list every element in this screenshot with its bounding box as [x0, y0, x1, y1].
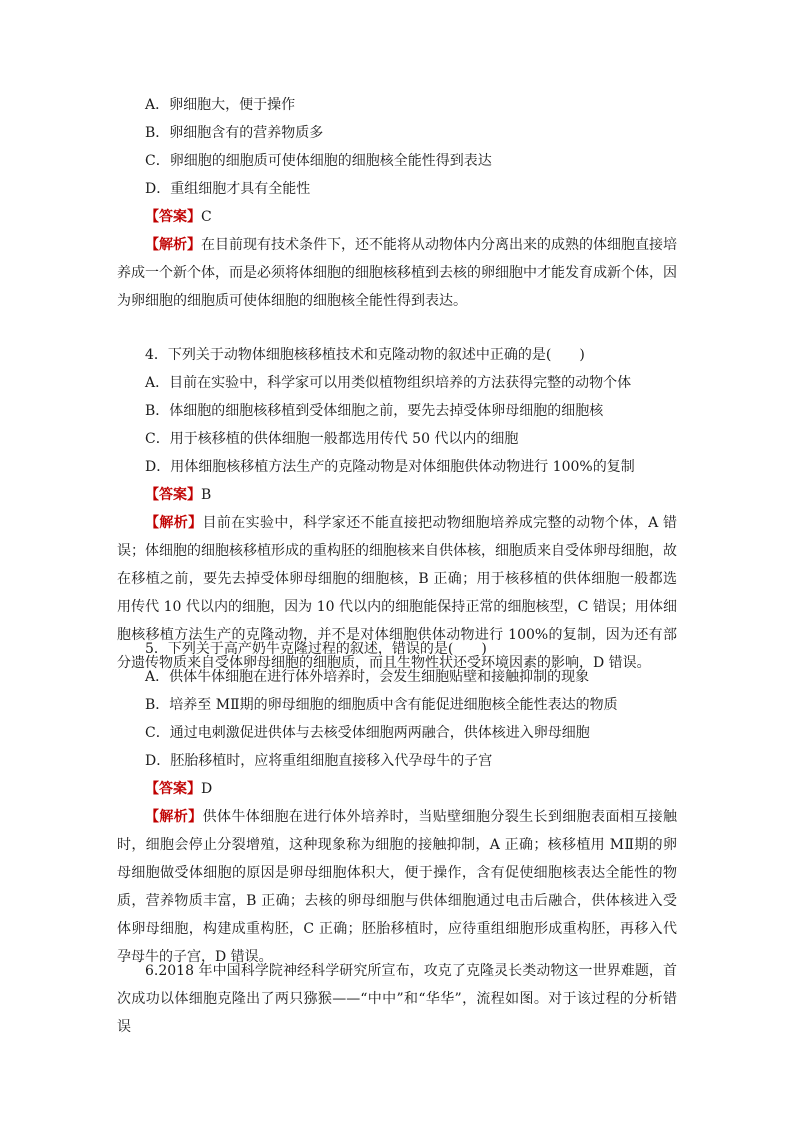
- option-c: C．用于核移植的供体细胞一般都选用传代 50 代以内的细胞: [145, 431, 519, 447]
- option-b: B．体细胞的细胞核移植到受体细胞之前，要先去掉受体卵母细胞的细胞核: [145, 403, 604, 419]
- answer-line: [117, 775, 677, 803]
- answer-line: [117, 481, 677, 509]
- answer-label: 【答案】: [145, 209, 201, 225]
- analysis-paragraph: [117, 803, 677, 971]
- analysis-paragraph: [117, 231, 677, 315]
- analysis-text: 在目前现有技术条件下，还不能将从动物体内分离出来的成熟的体细胞直接培养成一个新个体，而是必须将体细胞的细胞核移植到去核的卵细胞中才能发育成新个体，因为卵细胞的细胞质可使体细胞的细胞核全能性得到表达。: [117, 237, 677, 309]
- question-stem: 4．下列关于动物体细胞核移植技术和克隆动物的叙述中正确的是( ): [145, 347, 585, 363]
- option-c: C．卵细胞的细胞质可使体细胞的细胞核全能性得到表达: [145, 153, 492, 169]
- answer-value: D: [201, 781, 213, 797]
- question-4: [117, 341, 677, 677]
- answer-value: B: [201, 487, 212, 503]
- analysis-label: 【解析】: [145, 237, 201, 253]
- question-5: [117, 635, 677, 971]
- analysis-text: 目前在实验中，科学家还不能直接把动物细胞培养成完整的动物个体，A 错误；体细胞的细胞核移植形成的重构胚的细胞核来自供体核，细胞质来自受体卵母细胞，故在移植之前，要先去掉受体卵母细胞的细胞核，B 正确；用于核移植的供体细胞一般都选用传代 10 代以内的细胞，因为 10 代以内的细胞能保持正常的细胞核型，C 错误；用体细胞核移植方法生产的克隆动物，并不是对体细胞供体动物进行 100%的复制，因为还有部分遗传物质来自受体卵母细胞的细胞质，而且生物性状还受环境因素的影响，D 错误。: [117, 515, 678, 671]
- question-stem: 5．下列关于高产奶牛克隆过程的叙述，错误的是( ): [145, 641, 487, 657]
- option-b: B．卵细胞含有的营养物质多: [145, 125, 324, 141]
- question-stem: 6.2018 年中国科学院神经科学研究所宣布，攻克了克隆灵长类动物这一世界难题，首次成功以体细胞克隆出了两只猕猴——“中中”和“华华”，流程如图。对于该过程的分析错误: [117, 963, 677, 1035]
- option-d: D．胚胎移植时，应将重组细胞直接移入代孕母牛的子宫: [145, 753, 493, 769]
- analysis-text: 供体牛体细胞在进行体外培养时，当贴壁细胞分裂生长到细胞表面相互接触时，细胞会停止分裂增殖，这种现象称为细胞的接触抑制，A 正确；核移植用 MⅡ期的卵母细胞做受体细胞的原因是卵母细胞体积大，便于操作，含有促使细胞核表达全能性的物质，营养物质丰富，B 正确；去核的卵母细胞与供体细胞通过电击后融合，供体核进入受体卵母细胞，构建成重构胚，C 正确；胚胎移植时，应待重组细胞形成重构胚，再移入代孕母牛的子宫，D 错误。: [117, 809, 678, 965]
- option-a: A．卵细胞大，便于操作: [145, 97, 296, 113]
- analysis-label: 【解析】: [145, 809, 203, 825]
- analysis-label: 【解析】: [145, 515, 203, 531]
- answer-label: 【答案】: [145, 487, 201, 503]
- option-a: A．供体牛体细胞在进行体外培养时，会发生细胞贴壁和接触抑制的现象: [145, 669, 590, 685]
- answer-label: 【答案】: [145, 781, 201, 797]
- question-3: [117, 91, 677, 315]
- answer-line: [117, 203, 677, 231]
- option-c: C．通过电刺激促进供体与去核受体细胞两两融合，供体核进入卵母细胞: [145, 725, 590, 741]
- option-b: B．培养至 MⅡ期的卵母细胞的细胞质中含有能促进细胞核全能性表达的物质: [145, 697, 618, 713]
- option-a: A．目前在实验中，科学家可以用类似植物组织培养的方法获得完整的动物个体: [145, 375, 632, 391]
- question-6: [117, 957, 677, 1041]
- option-d: D．用体细胞核移植方法生产的克隆动物是对体细胞供体动物进行 100%的复制: [145, 459, 635, 475]
- option-d: D．重组细胞才具有全能性: [145, 181, 311, 197]
- answer-value: C: [201, 209, 212, 225]
